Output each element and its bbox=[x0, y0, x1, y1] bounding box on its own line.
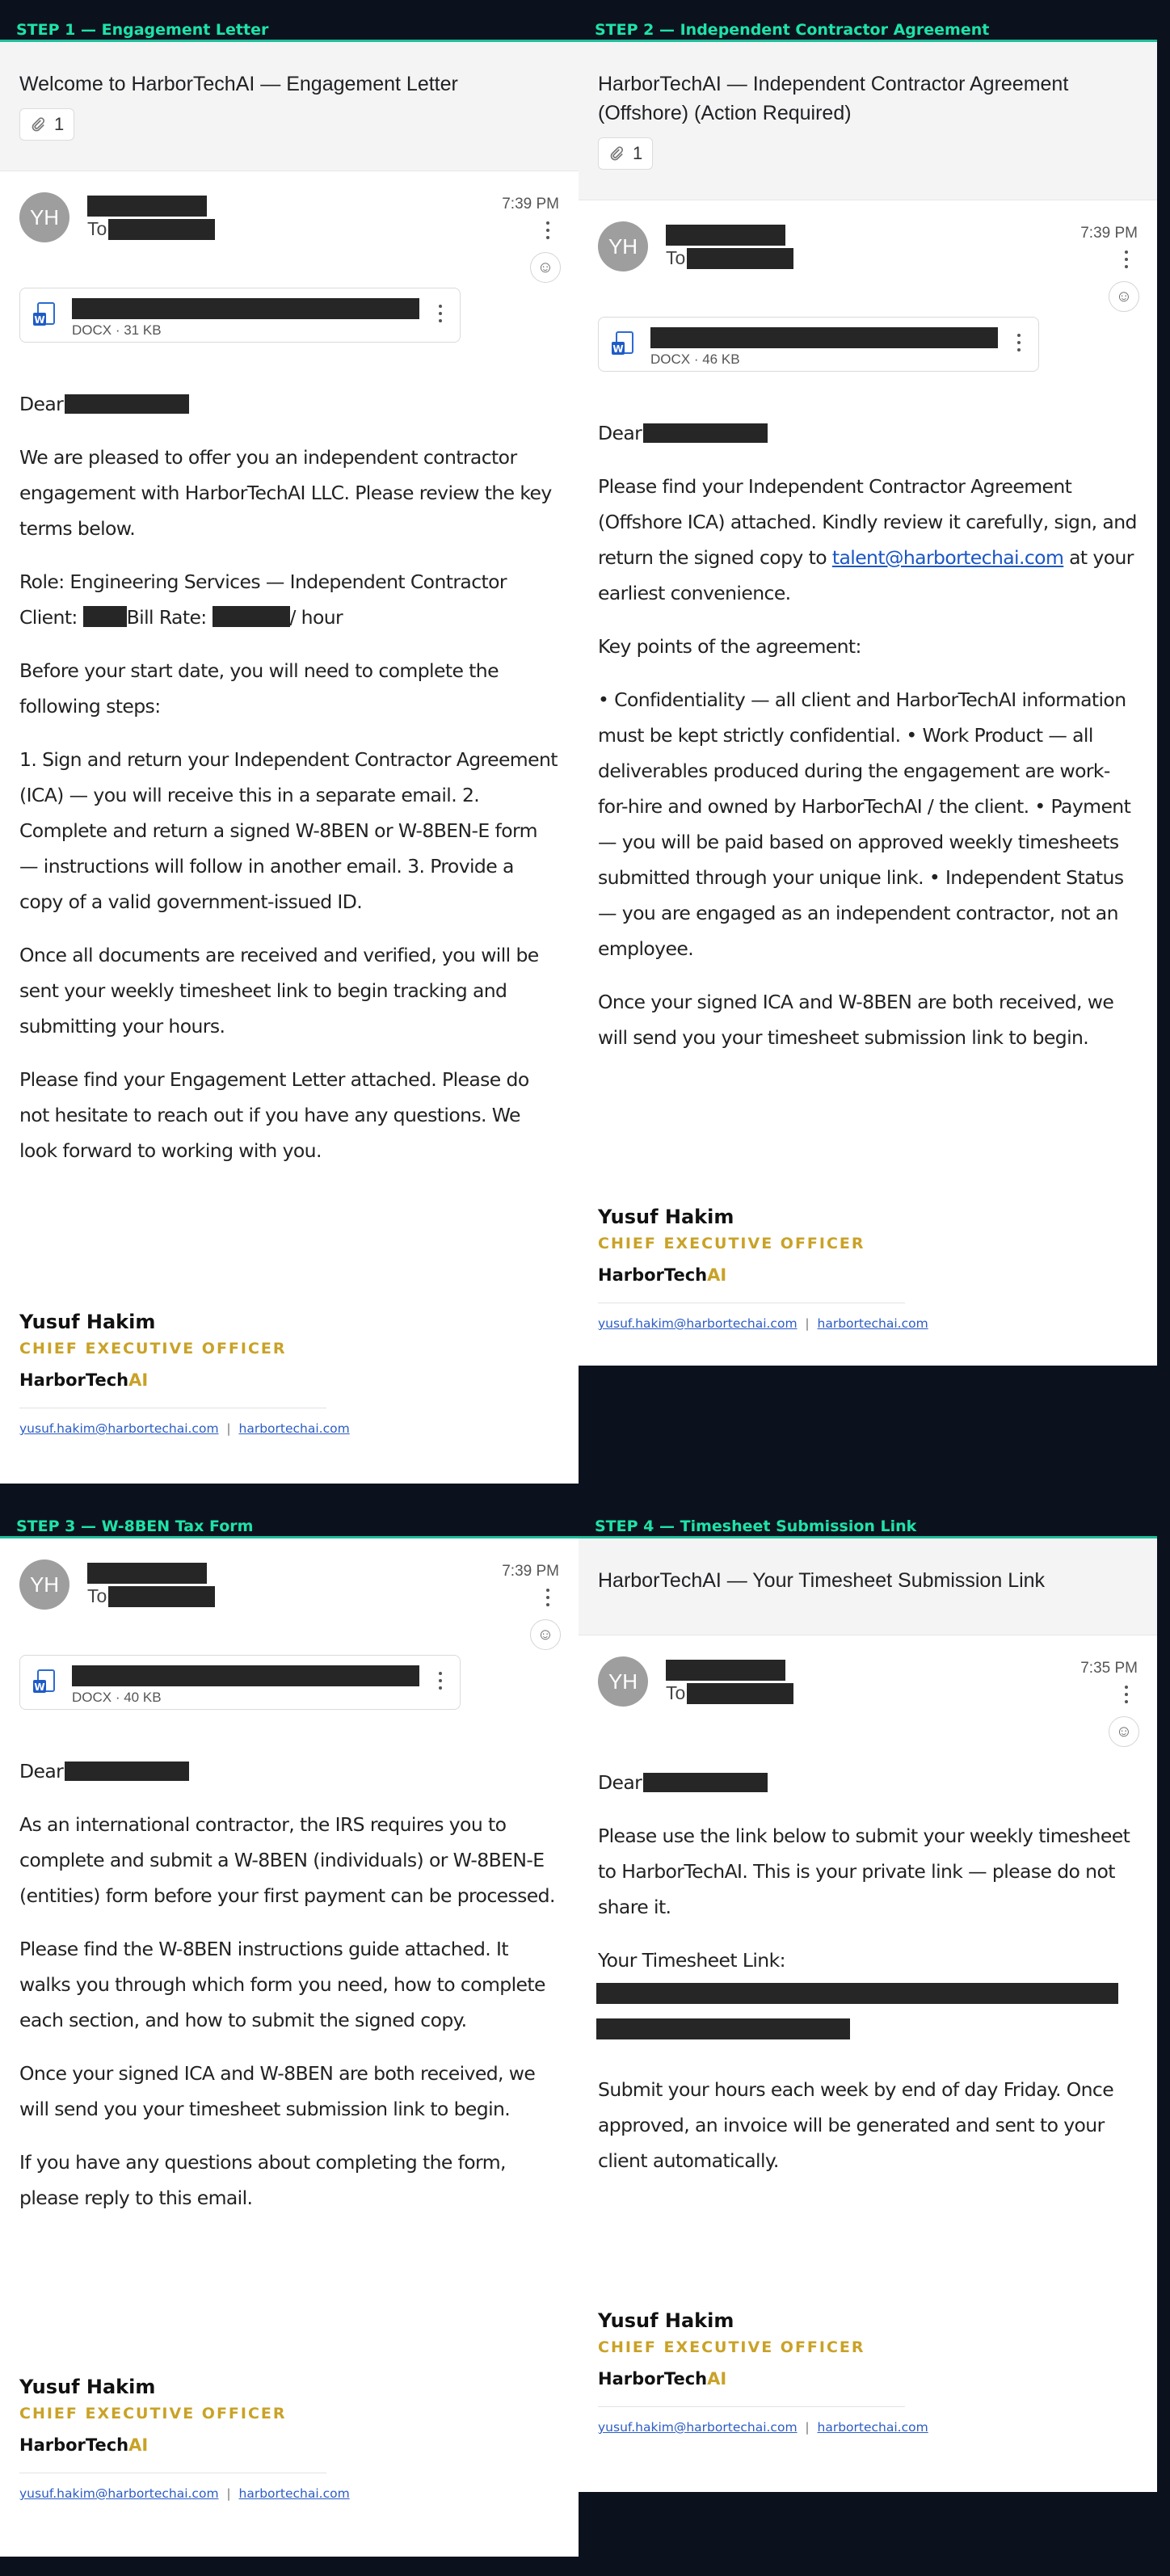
paragraph: Please find your Engagement Letter attached. Please do not hesitate to reach out if you have any questions. We look forward to working with you. bbox=[19, 1068, 529, 1162]
svg-text:W: W bbox=[34, 1682, 45, 1693]
to-label: To bbox=[666, 247, 686, 268]
attachment-name-redacted bbox=[72, 1665, 419, 1686]
email-subject: Welcome to HarborTechAI — Engagement Letter bbox=[19, 73, 458, 95]
signature-links: yusuf.hakim@harbortechai.com | harbortechai.com bbox=[19, 1421, 350, 1436]
step-label: STEP 4 — Timesheet Submission Link bbox=[579, 1496, 1157, 1538]
greeting: Dear bbox=[598, 415, 1138, 451]
signature-website-link[interactable]: harbortechai.com bbox=[238, 1421, 350, 1436]
paragraph: Once all documents are received and verified, you will be sent your weekly timesheet link to begin tracking and submitting your hours. bbox=[19, 944, 539, 1038]
signature-title: CHIEF EXECUTIVE OFFICER bbox=[598, 1235, 865, 1252]
recipient-line bbox=[87, 1585, 215, 1607]
recipient-redacted bbox=[108, 219, 215, 240]
sender-row bbox=[579, 200, 1157, 318]
signature-email-link[interactable]: yusuf.hakim@harbortechai.com bbox=[598, 2420, 798, 2435]
signature-company: HarborTechAI bbox=[19, 2435, 149, 2455]
attachment-count-chip[interactable] bbox=[598, 137, 653, 170]
more-options-icon[interactable] bbox=[1125, 1686, 1128, 1707]
attachment-meta: DOCX · 31 KB bbox=[72, 322, 162, 338]
paragraph: Please use the link below to submit your weekly timesheet to HarborTechAI. This is your private link — please do not share it. bbox=[598, 1825, 1130, 1918]
sender-name-redacted bbox=[666, 1660, 785, 1681]
attachment-count-chip[interactable] bbox=[19, 108, 74, 141]
key-terms: Role: Engineering Services — Independent Contractor Client: Bill Rate: / hour bbox=[19, 570, 507, 629]
attachment-more-icon[interactable] bbox=[1017, 334, 1021, 356]
recipient-line bbox=[666, 1682, 793, 1704]
greeting: Dear bbox=[19, 386, 559, 422]
avatar: YH bbox=[19, 1559, 69, 1610]
step2-panel bbox=[579, 0, 1157, 1366]
to-label: To bbox=[666, 1682, 686, 1703]
signature-title: CHIEF EXECUTIVE OFFICER bbox=[598, 2338, 865, 2356]
recipient-redacted bbox=[687, 1683, 793, 1704]
emoji-react-icon[interactable]: ☺ bbox=[1109, 1716, 1139, 1747]
greeting: Dear bbox=[598, 1765, 1138, 1800]
key-points: • Confidentiality — all client and HarborTechAI information must be kept strictly confidential. • Work Product — all deliverables produced during the engagement are work-for-hire and owned by HarborTechAI / the client. • Payment — you will be paid based on approved weekly timesheets submitted through your unique link. • Independent Status — you are engaged as an independent contractor, not an employee. bbox=[598, 688, 1131, 960]
step4-panel bbox=[579, 1496, 1157, 2492]
attachment-meta: DOCX · 40 KB bbox=[72, 1690, 162, 1705]
signature-website-link[interactable]: harbortechai.com bbox=[817, 2420, 928, 2435]
emoji-react-icon[interactable]: ☺ bbox=[530, 252, 561, 283]
more-options-icon[interactable] bbox=[1125, 250, 1128, 272]
signature-title: CHIEF EXECUTIVE OFFICER bbox=[19, 1340, 287, 1357]
email-time: 7:39 PM bbox=[502, 1563, 559, 1580]
sender-name-redacted bbox=[87, 196, 207, 217]
attachment-card[interactable] bbox=[19, 1655, 461, 1710]
signature-links: yusuf.hakim@harbortechai.com | harbortechai.com bbox=[598, 2420, 928, 2435]
paragraph: Once your signed ICA and W-8BEN are both received, we will send you your timesheet submission link to begin. bbox=[598, 991, 1114, 1049]
email-subject: HarborTechAI — Independent Contractor Agreement (Offshore) (Action Required) bbox=[598, 73, 1069, 124]
signature bbox=[579, 2309, 948, 2454]
paragraph: As an international contractor, the IRS requires you to complete and submit a W-8BEN (individuals) or W-8BEN-E (entities) form before your first payment can be processed. bbox=[19, 1813, 555, 1907]
attachment-card[interactable] bbox=[19, 288, 461, 343]
steps-list: 1. Sign and return your Independent Contractor Agreement (ICA) — you will receive this in a separate email. 2. Complete and return a signed W-8BEN or W-8BEN-E form — instructions will follow in another email. 3. Provide a copy of a valid government-issued ID. bbox=[19, 748, 558, 913]
paragraph: Submit your hours each week by end of day Friday. Once approved, an invoice will be generated and sent to your client automatically. bbox=[598, 2078, 1114, 2172]
email-body bbox=[0, 1710, 579, 2216]
avatar: YH bbox=[598, 1656, 648, 1707]
sender-row bbox=[579, 1635, 1157, 1753]
avatar: YH bbox=[19, 192, 69, 242]
to-label: To bbox=[87, 1585, 107, 1606]
timesheet-link-label: Your Timesheet Link: bbox=[598, 1949, 785, 1972]
step-label: STEP 1 — Engagement Letter bbox=[0, 0, 579, 42]
email-card bbox=[579, 1538, 1157, 2492]
attachment-card[interactable] bbox=[598, 317, 1039, 372]
talent-email-link[interactable]: talent@harbortechai.com bbox=[831, 546, 1064, 569]
attachment-more-icon[interactable] bbox=[439, 305, 442, 326]
avatar: YH bbox=[598, 221, 648, 271]
sender-row bbox=[0, 1538, 579, 1656]
step-label: STEP 3 — W-8BEN Tax Form bbox=[0, 1496, 579, 1538]
email-time: 7:35 PM bbox=[1080, 1660, 1138, 1677]
word-document-icon bbox=[32, 301, 56, 330]
svg-text:W: W bbox=[612, 343, 624, 355]
paragraph: Please find your Independent Contractor Agreement (Offshore ICA) attached. Kindly review it carefully, sign, and return the signed copy to talent@harbortechai.com at your earliest convenience. bbox=[598, 475, 1137, 604]
recipient-line bbox=[87, 218, 215, 240]
emoji-react-icon[interactable]: ☺ bbox=[530, 1619, 561, 1650]
signature-company: HarborTechAI bbox=[19, 1370, 149, 1390]
signature-website-link[interactable]: harbortechai.com bbox=[817, 1316, 928, 1331]
signature bbox=[0, 2376, 369, 2520]
signature-email-link[interactable]: yusuf.hakim@harbortechai.com bbox=[19, 2486, 219, 2501]
paragraph: Key points of the agreement: bbox=[598, 635, 861, 658]
emoji-react-icon[interactable]: ☺ bbox=[1109, 281, 1139, 312]
divider bbox=[598, 2406, 905, 2407]
sender-row bbox=[0, 171, 579, 289]
word-document-icon bbox=[32, 1669, 56, 1698]
step3-panel bbox=[0, 1496, 579, 2557]
paragraph: If you have any questions about completing the form, please reply to this email. bbox=[19, 2151, 506, 2209]
signature-links: yusuf.hakim@harbortechai.com | harbortechai.com bbox=[598, 1316, 928, 1331]
email-time: 7:39 PM bbox=[1080, 225, 1138, 242]
email-body bbox=[579, 1753, 1157, 2178]
to-label: To bbox=[87, 218, 107, 239]
email-card bbox=[579, 42, 1157, 1366]
more-options-icon[interactable] bbox=[546, 221, 549, 243]
paragraph: Before your start date, you will need to complete the following steps: bbox=[19, 659, 499, 718]
recipient-line bbox=[666, 247, 793, 269]
more-options-icon[interactable] bbox=[546, 1589, 549, 1610]
email-header bbox=[0, 42, 579, 171]
email-subject: HarborTechAI — Your Timesheet Submission Link bbox=[598, 1569, 1046, 1592]
attachment-name-redacted bbox=[650, 327, 998, 348]
signature-name: Yusuf Hakim bbox=[598, 1206, 734, 1228]
signature-email-link[interactable]: yusuf.hakim@harbortechai.com bbox=[598, 1316, 798, 1331]
timesheet-link-redacted[interactable] bbox=[596, 2018, 850, 2039]
step1-panel bbox=[0, 0, 579, 1484]
paperclip-icon bbox=[30, 116, 46, 133]
signature-name: Yusuf Hakim bbox=[19, 1311, 156, 1333]
signature-company: HarborTechAI bbox=[598, 1265, 727, 1285]
signature-title: CHIEF EXECUTIVE OFFICER bbox=[19, 2405, 287, 2422]
signature-name: Yusuf Hakim bbox=[598, 2309, 734, 2332]
timesheet-link-redacted[interactable] bbox=[596, 1983, 1118, 2004]
step-label: STEP 2 — Independent Contractor Agreement bbox=[579, 0, 1157, 42]
signature-links: yusuf.hakim@harbortechai.com | harbortechai.com bbox=[19, 2486, 350, 2501]
attachment-name-redacted bbox=[72, 298, 419, 319]
email-time: 7:39 PM bbox=[502, 196, 559, 213]
attachment-count: 1 bbox=[633, 143, 643, 163]
signature-website-link[interactable]: harbortechai.com bbox=[238, 2486, 350, 2501]
word-document-icon bbox=[610, 330, 634, 360]
paragraph: Once your signed ICA and W-8BEN are both received, we will send you your timesheet submission link to begin. bbox=[19, 2062, 536, 2120]
recipient-redacted bbox=[108, 1586, 215, 1607]
email-header bbox=[579, 1538, 1157, 1635]
signature bbox=[579, 1206, 948, 1350]
signature-company: HarborTechAI bbox=[598, 2369, 727, 2389]
svg-text:W: W bbox=[34, 314, 45, 326]
email-card bbox=[0, 42, 579, 1484]
sender-name-redacted bbox=[666, 225, 785, 246]
email-body bbox=[579, 372, 1157, 1055]
attachment-more-icon[interactable] bbox=[439, 1672, 442, 1694]
paperclip-icon bbox=[608, 145, 625, 162]
recipient-redacted bbox=[687, 248, 793, 269]
attachment-count: 1 bbox=[54, 114, 65, 134]
paragraph: We are pleased to offer you an independent contractor engagement with HarborTechAI LLC. Please review the key terms below. bbox=[19, 446, 552, 540]
email-header bbox=[579, 42, 1157, 200]
signature bbox=[0, 1311, 369, 1455]
greeting: Dear bbox=[19, 1753, 559, 1789]
paragraph: Please find the W-8BEN instructions guide attached. It walks you through which form you need, how to complete each section, and how to submit the signed copy. bbox=[19, 1938, 545, 2031]
signature-name: Yusuf Hakim bbox=[19, 2376, 156, 2398]
attachment-meta: DOCX · 46 KB bbox=[650, 351, 740, 367]
sender-name-redacted bbox=[87, 1563, 207, 1584]
signature-email-link[interactable]: yusuf.hakim@harbortechai.com bbox=[19, 1421, 219, 1436]
email-body bbox=[0, 343, 579, 1168]
email-card bbox=[0, 1538, 579, 2557]
